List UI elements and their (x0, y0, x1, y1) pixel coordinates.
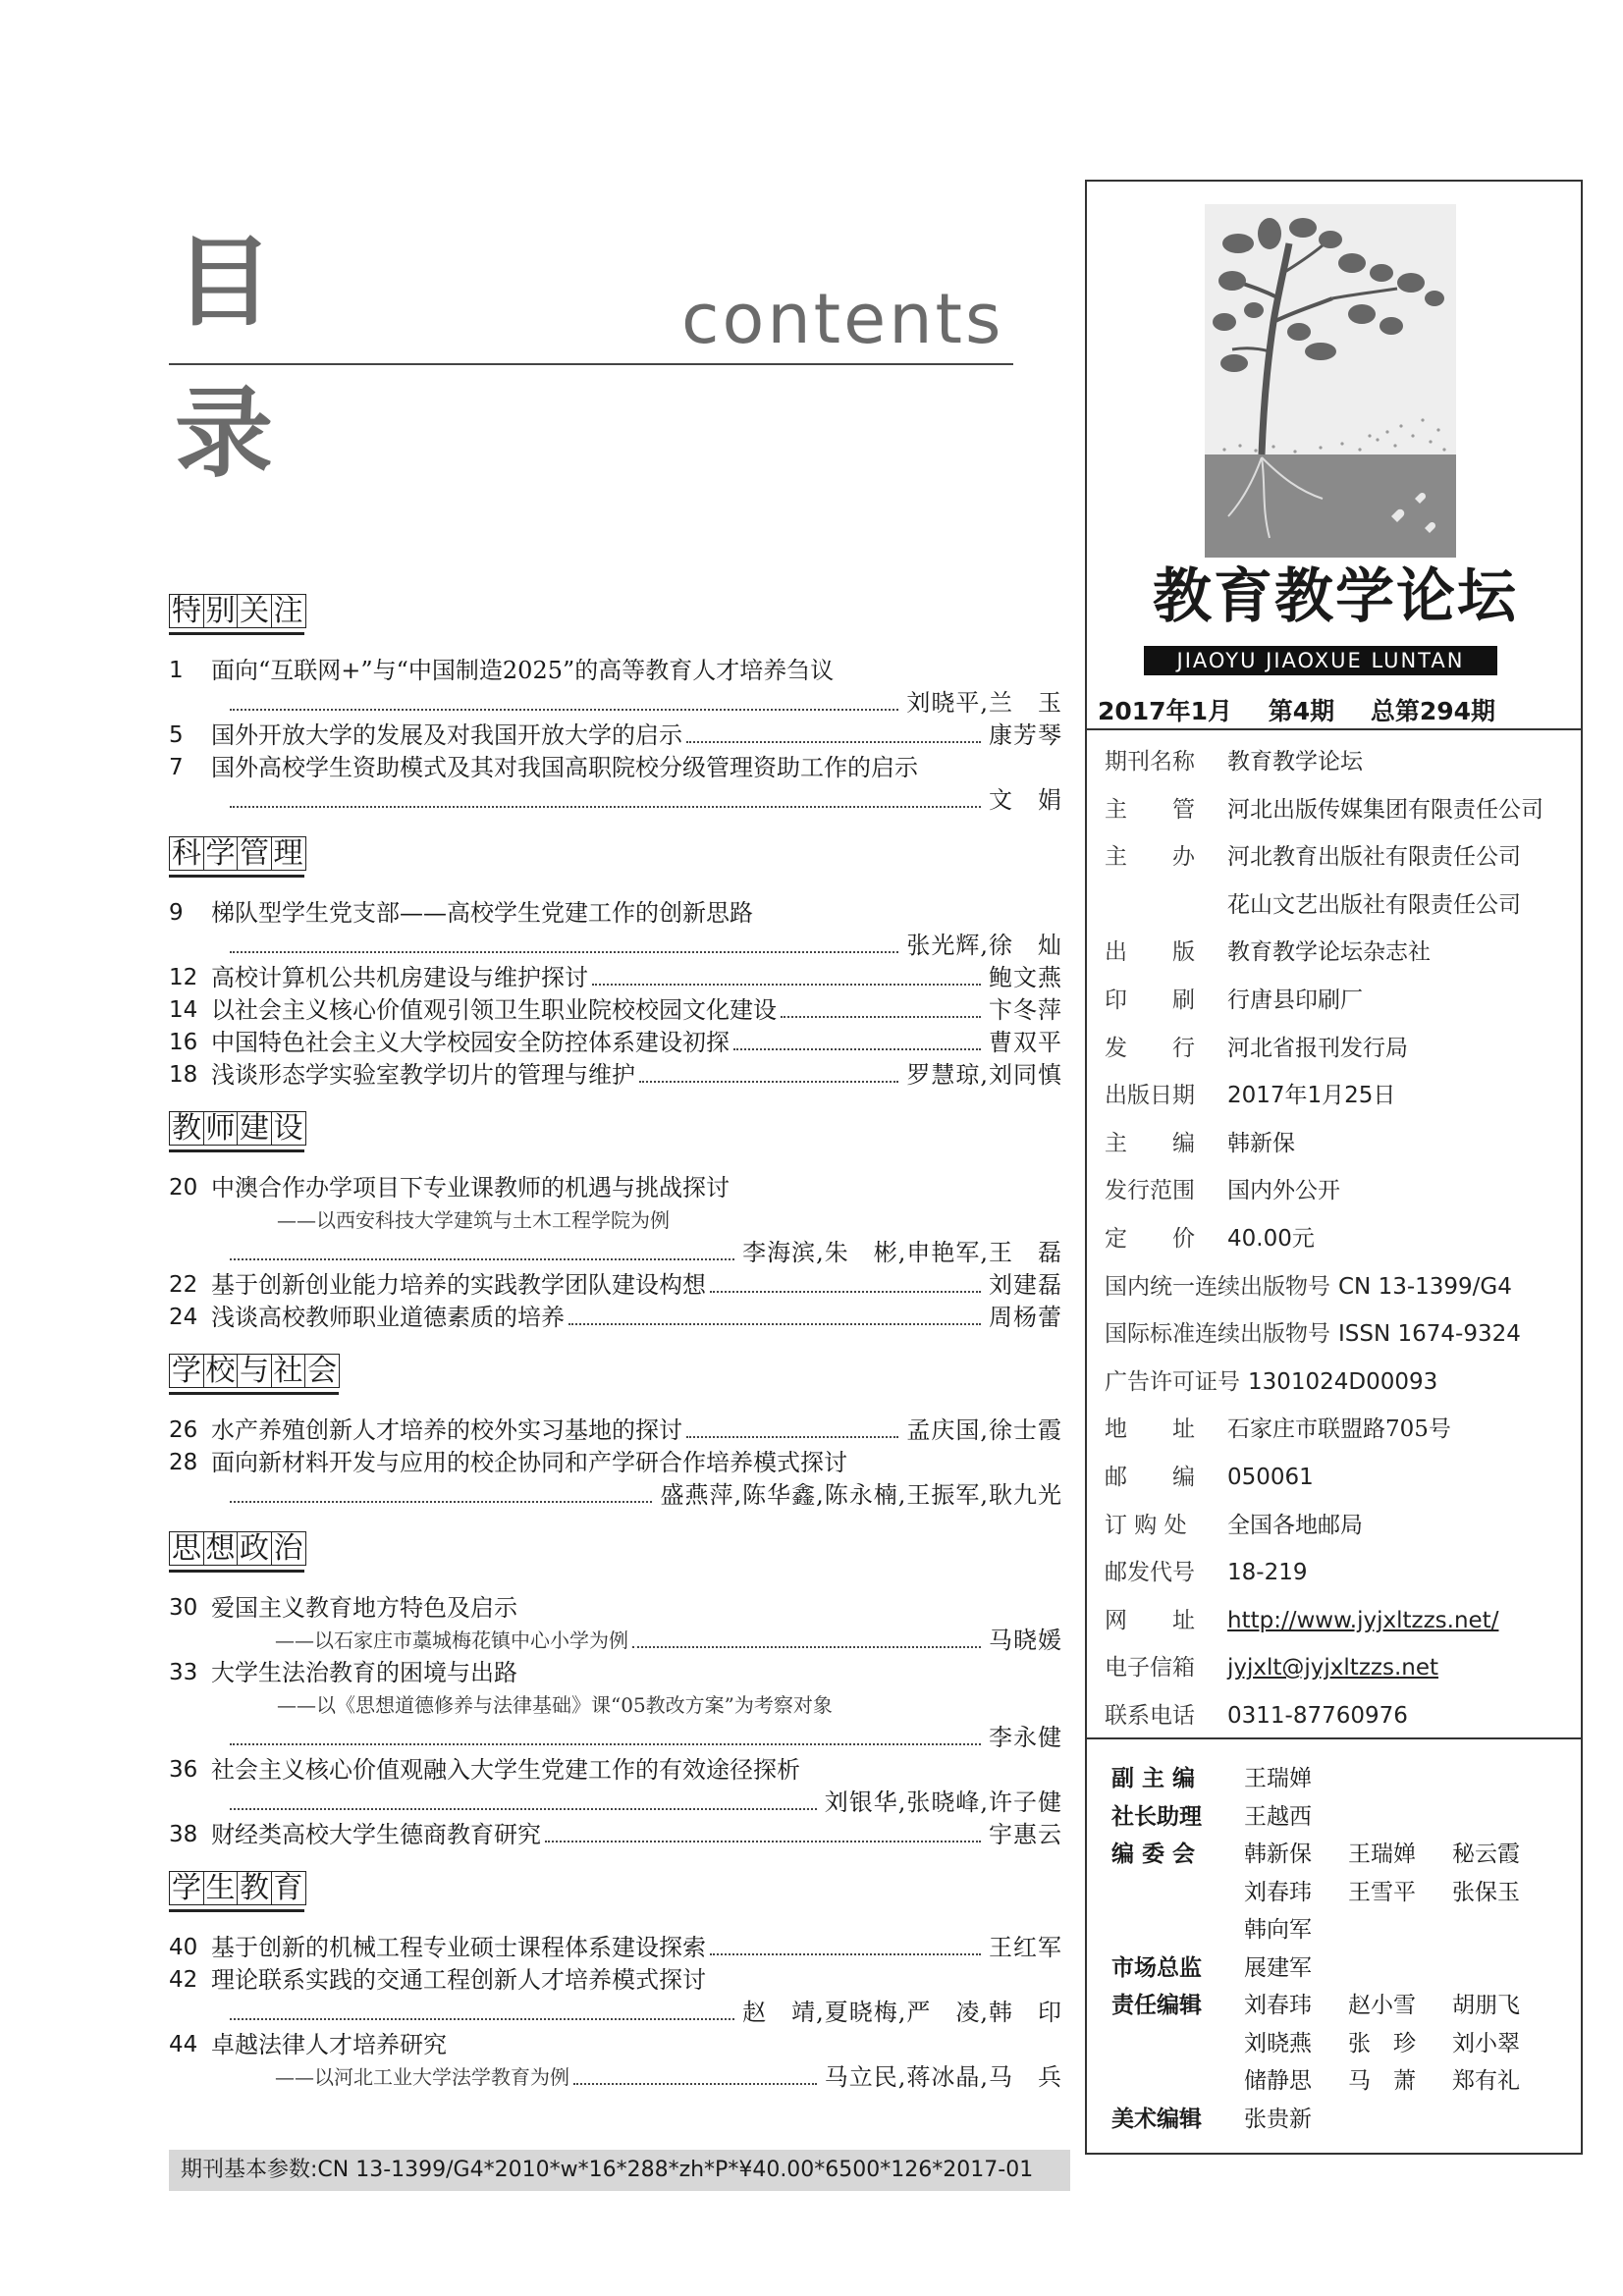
section-heading-char: 育 (271, 1871, 306, 1905)
article-title: 理论联系实践的交通工程创新人才培养模式探讨 (211, 1966, 706, 1994)
toc-entry[interactable] (169, 1964, 1062, 2029)
toc-entry-row (169, 1754, 1062, 1787)
info-value: 河北省报刊发行局 (1227, 1035, 1408, 1061)
article-title: 国外开放大学的发展及对我国开放大学的启示 (211, 721, 682, 749)
staff-name: 刘春玮 (1244, 1879, 1312, 1905)
info-value: 花山文艺出版社有限责任公司 (1227, 891, 1521, 918)
info-value: 韩新保 (1227, 1130, 1295, 1156)
article-authors: 刘晓平,兰 玉 (906, 689, 1062, 717)
staff-name: 郑有礼 (1452, 2068, 1520, 2094)
section-heading-char: 想 (203, 1531, 239, 1566)
staff-name: 韩向军 (1244, 1917, 1312, 1943)
staff-row (1111, 1798, 1573, 1837)
info-row (1105, 1072, 1576, 1120)
toc-subtitle-row (169, 2061, 1062, 2094)
info-label: 邮 编 (1105, 1464, 1195, 1490)
article-title: 社会主义核心价值观融入大学生党建工作的有效途径探析 (211, 1756, 800, 1784)
staff-row (1111, 1911, 1573, 1949)
contents-heading: contents (681, 279, 1004, 359)
tree-illustration-svg (1205, 204, 1456, 558)
info-value: 2017年1月25日 (1227, 1083, 1396, 1109)
toc-entry-row (169, 655, 1062, 687)
article-authors: 李永健 (989, 1724, 1062, 1751)
section-heading-char: 与 (237, 1354, 272, 1388)
info-value: 教育教学论坛 (1227, 749, 1363, 774)
journal-name: 教育教学论坛 (1153, 562, 1518, 631)
page-number: 14 (169, 997, 198, 1023)
staff-row (1111, 1760, 1573, 1798)
staff-name: 展建军 (1244, 1954, 1312, 1981)
section-heading-char: 学 (169, 1354, 204, 1388)
dot-leader (632, 1646, 981, 1648)
info-row (1105, 1644, 1576, 1692)
info-row (1105, 1025, 1576, 1073)
toc-entry[interactable] (169, 1027, 1062, 1059)
toc-authors-row (169, 1237, 1062, 1269)
article-authors: 李海滨,朱 彬,申艳军,王 磊 (742, 1239, 1062, 1266)
article-authors: 卞冬萍 (989, 996, 1062, 1024)
toc-authors-row (169, 930, 1062, 962)
dot-leader (573, 2083, 817, 2085)
article-title: 基于创新创业能力培养的实践教学团队建设构想 (211, 1271, 706, 1299)
info-row (1105, 1167, 1576, 1215)
staff-names (1244, 1949, 1348, 1988)
info-label: 期刊名称 (1105, 749, 1195, 774)
toc-entry[interactable] (169, 1059, 1062, 1092)
info-row (1105, 786, 1576, 834)
article-title: 浅谈高校教师职业道德素质的培养 (211, 1304, 565, 1331)
staff-role: 编 委 会 (1111, 1842, 1196, 1867)
staff-row (1111, 1836, 1573, 1874)
info-value: 行唐县印刷厂 (1227, 987, 1363, 1013)
info-label: 地 址 (1105, 1416, 1195, 1443)
section-heading-char: 教 (169, 1111, 204, 1146)
article-title: 卓越法律人才培养研究 (211, 2031, 447, 2058)
toc-entry[interactable] (169, 1932, 1062, 1964)
info-row (1105, 1215, 1576, 1263)
info-link[interactable]: http://www.jyjxltzzs.net/ (1227, 1607, 1499, 1633)
toc-entry-row (169, 897, 1062, 930)
article-title: 面向“互联网+”与“中国制造2025”的高等教育人才培养刍议 (211, 657, 835, 684)
article-authors: 王红军 (989, 1934, 1062, 1961)
info-label: 国内统一连续出版物号 (1105, 1273, 1330, 1300)
article-authors: 马晓媛 (989, 1627, 1062, 1654)
section-heading-char: 社 (271, 1354, 306, 1388)
page-number: 33 (169, 1660, 198, 1685)
page-number: 24 (169, 1305, 198, 1330)
section-heading-char: 别 (203, 594, 239, 628)
article-authors: 赵 靖,夏晓梅,严 凌,韩 印 (742, 1999, 1062, 2026)
section-heading-char: 管 (237, 836, 272, 871)
issue-line (1098, 692, 1495, 727)
info-row (1105, 1549, 1576, 1597)
staff-name: 刘春玮 (1244, 1993, 1312, 2018)
dot-leader (230, 2018, 734, 2020)
section-heading-char: 教 (237, 1871, 272, 1905)
section-heading-char: 师 (203, 1111, 239, 1146)
toc-authors-row (169, 1997, 1062, 2029)
dot-leader (230, 1258, 734, 1260)
article-subtitle: ——以河北工业大学法学教育为例 (275, 2065, 569, 2089)
info-label: 联系电话 (1105, 1702, 1195, 1729)
toc-entry[interactable] (169, 720, 1062, 752)
page-number: 36 (169, 1757, 198, 1783)
article-title: 国外高校学生资助模式及其对我国高职院校分级管理资助工作的启示 (211, 754, 918, 781)
toc-entry[interactable] (169, 1302, 1062, 1334)
section-heading-char: 理 (271, 836, 306, 871)
journal-parameters-bar: 期刊基本参数:CN 13-1399/G4*2010*w*16*288*zh*P*¥40.00*6500*126*2017-01 (169, 2150, 1070, 2191)
staff-role (1111, 1911, 1244, 1949)
info-label: 定 价 (1105, 1225, 1195, 1252)
info-label: 国际标准连续出版物号 (1105, 1321, 1330, 1348)
article-subtitle: ——以石家庄市藁城梅花镇中心小学为例 (275, 1629, 628, 1652)
dot-leader (592, 984, 981, 986)
section-heading (169, 1531, 304, 1573)
toc-entry[interactable] (169, 994, 1062, 1027)
staff-role: 社长助理 (1111, 1803, 1202, 1830)
info-value: 全国各地邮局 (1227, 1512, 1363, 1538)
info-value: 教育教学论坛杂志社 (1227, 939, 1431, 966)
section-heading-char: 政 (237, 1531, 272, 1566)
dot-leader (710, 1291, 981, 1293)
info-link[interactable]: jyjxlt@jyjxltzzs.net (1227, 1655, 1439, 1682)
staff-row (1111, 1987, 1573, 2025)
issue-date: 2017年1月 (1098, 697, 1232, 725)
page-number: 16 (169, 1030, 198, 1055)
staff-name: 韩新保 (1244, 1842, 1312, 1867)
article-authors: 张光辉,徐 灿 (906, 932, 1062, 959)
article-authors: 宇惠云 (989, 1821, 1062, 1848)
staff-names (1244, 1798, 1348, 1837)
info-label: 主 编 (1105, 1130, 1195, 1156)
section-heading (169, 1871, 304, 1912)
staff-name: 王雪平 (1348, 1879, 1416, 1905)
article-authors: 文 娟 (989, 786, 1062, 814)
toc-subtitle-row (169, 1204, 1062, 1237)
info-row (1105, 1597, 1576, 1645)
staff-name: 张 珍 (1348, 2030, 1416, 2056)
section-heading-char: 特 (169, 594, 204, 628)
info-value: 0311-87760976 (1227, 1702, 1408, 1729)
toc-authors-row (169, 1787, 1062, 1819)
info-row (1105, 929, 1576, 977)
heading-mu: 目 (175, 225, 273, 340)
article-authors: 鲍文燕 (989, 964, 1062, 991)
toc-authors-row (169, 1722, 1062, 1754)
section-heading-char: 科 (169, 836, 204, 871)
info-row (1105, 1310, 1576, 1359)
dot-leader (710, 1953, 981, 1955)
page-number: 22 (169, 1272, 198, 1298)
toc-entry-row (169, 962, 1062, 994)
dot-leader (230, 951, 898, 953)
editorial-staff-list (1111, 1760, 1573, 2138)
article-authors: 罗慧琼,刘同慎 (906, 1061, 1062, 1089)
toc-entry-row (169, 1269, 1062, 1302)
info-value: 河北出版传媒集团有限责任公司 (1227, 796, 1543, 823)
section-heading (169, 1111, 304, 1152)
toc-authors-row (169, 1479, 1062, 1512)
toc-entry-row (169, 1302, 1062, 1334)
article-subtitle: ——以《思想道德修养与法律基础》课“05教改方案”为考察对象 (277, 1693, 833, 1717)
staff-row (1111, 2062, 1573, 2101)
staff-name: 储静思 (1244, 2068, 1312, 2094)
issue-total-number: 总第294期 (1370, 697, 1496, 725)
staff-name: 刘晓燕 (1244, 2030, 1312, 2056)
staff-name: 赵小雪 (1348, 1993, 1416, 2018)
section-heading (169, 836, 304, 878)
staff-name: 马 萧 (1348, 2068, 1416, 2094)
dot-leader (781, 1016, 981, 1018)
section-heading-char: 会 (304, 1354, 340, 1388)
page-number: 1 (169, 658, 184, 683)
info-row (1105, 977, 1576, 1025)
toc-entry-row (169, 1172, 1062, 1204)
info-value: 石家庄市联盟路705号 (1227, 1416, 1451, 1443)
dot-leader (230, 1743, 981, 1745)
article-title: 水产养殖创新人才培养的校外实习基地的探讨 (211, 1416, 682, 1444)
article-title: 基于创新的机械工程专业硕士课程体系建设探索 (211, 1934, 706, 1961)
page-number: 20 (169, 1175, 198, 1201)
toc-entry-row (169, 752, 1062, 784)
staff-name: 张保玉 (1452, 1879, 1520, 1905)
staff-role: 副 主 编 (1111, 1766, 1196, 1791)
page-number: 12 (169, 965, 198, 990)
article-title: 浅谈形态学实验室教学切片的管理与维护 (211, 1061, 635, 1089)
info-label: 出版日期 (1105, 1083, 1195, 1109)
article-authors: 曹双平 (989, 1029, 1062, 1056)
issue-rule (1087, 728, 1581, 730)
toc-entry[interactable] (169, 1754, 1062, 1819)
toc-entry-row (169, 1819, 1062, 1851)
toc-entry[interactable] (169, 2029, 1062, 2094)
staff-names (1244, 2062, 1556, 2101)
dot-leader (230, 806, 981, 808)
section-heading-char: 设 (271, 1111, 306, 1146)
info-value: 40.00元 (1227, 1225, 1315, 1252)
article-title: 梯队型学生党支部——高校学生党建工作的创新思路 (211, 899, 753, 927)
dot-leader (568, 1323, 981, 1325)
info-row (1105, 1120, 1576, 1168)
staff-role: 市场总监 (1111, 1954, 1202, 1981)
dot-leader (230, 1808, 817, 1810)
section-heading-char: 关 (237, 594, 272, 628)
article-title: 中澳合作办学项目下专业课教师的机遇与挑战探讨 (211, 1174, 730, 1201)
article-title: 大学生法治教育的困境与出路 (211, 1659, 517, 1686)
info-row (1105, 1692, 1576, 1740)
article-title: 以社会主义核心价值观引领卫生职业院校校园文化建设 (211, 996, 777, 1024)
info-label: 主 管 (1105, 796, 1195, 823)
staff-name: 刘小翠 (1452, 2030, 1520, 2056)
toc-entry-row (169, 720, 1062, 752)
toc-entry[interactable] (169, 655, 1062, 720)
toc-entry-row (169, 1964, 1062, 1997)
article-title: 财经类高校大学生德商教育研究 (211, 1821, 541, 1848)
section-heading (169, 1354, 339, 1395)
staff-row (1111, 2101, 1573, 2139)
info-value: 国内外公开 (1227, 1178, 1340, 1204)
staff-role (1111, 1874, 1244, 1912)
staff-name: 胡朋飞 (1452, 1993, 1520, 2018)
toc-entry[interactable] (169, 1657, 1062, 1754)
info-label: 订 购 处 (1105, 1512, 1187, 1538)
toc-entry[interactable] (169, 1269, 1062, 1302)
staff-role: 美术编辑 (1111, 2106, 1202, 2132)
staff-row (1111, 2025, 1573, 2063)
toc-entry[interactable] (169, 897, 1062, 962)
staff-name: 秘云霞 (1452, 1842, 1520, 1867)
dot-leader (686, 741, 981, 743)
page-number: 26 (169, 1417, 198, 1443)
info-row (1105, 833, 1576, 881)
staff-names (1244, 2101, 1348, 2139)
table-of-contents (169, 574, 1062, 2094)
info-label: 出 版 (1105, 939, 1195, 966)
section-heading-char: 注 (271, 594, 306, 628)
info-row (1105, 1263, 1576, 1311)
toc-entry-row (169, 994, 1062, 1027)
toc-entry[interactable] (169, 1172, 1062, 1269)
journal-pinyin: JIAOYU JIAOXUE LUNTAN (1144, 646, 1497, 675)
info-value: 050061 (1227, 1464, 1314, 1490)
toc-entry[interactable] (169, 752, 1062, 817)
dot-leader (230, 709, 898, 711)
info-label: 广告许可证号 (1105, 1368, 1240, 1395)
info-row (1105, 1359, 1576, 1407)
article-title: 中国特色社会主义大学校园安全防控体系建设初探 (211, 1029, 730, 1056)
page-number: 30 (169, 1595, 198, 1621)
info-row (1105, 1406, 1576, 1454)
staff-name: 王瑞婵 (1348, 1842, 1416, 1867)
page-number: 28 (169, 1450, 198, 1475)
staff-names (1244, 1987, 1556, 2025)
staff-names (1244, 2025, 1556, 2063)
staff-names (1244, 1911, 1348, 1949)
toc-entry-row (169, 1027, 1062, 1059)
dot-leader (230, 1501, 652, 1503)
toc-authors-row (169, 687, 1062, 720)
page-number: 9 (169, 900, 184, 926)
info-value: 河北教育出版社有限责任公司 (1227, 844, 1521, 871)
article-authors: 康芳琴 (989, 721, 1062, 749)
info-label: 发行范围 (1105, 1178, 1195, 1204)
article-authors: 马立民,蒋冰晶,马 兵 (824, 2063, 1062, 2091)
article-authors: 周杨蕾 (989, 1304, 1062, 1331)
toc-entry-row (169, 1592, 1062, 1625)
issue-number: 第4期 (1268, 697, 1335, 725)
staff-name: 张贵新 (1244, 2106, 1312, 2132)
toc-entry-row (169, 2029, 1062, 2061)
page-number: 5 (169, 722, 184, 748)
page-number: 40 (169, 1935, 198, 1960)
staff-names (1244, 1760, 1348, 1798)
dot-leader (639, 1081, 898, 1083)
staff-role (1111, 2062, 1244, 2101)
section-heading-char: 思 (169, 1531, 204, 1566)
info-row (1105, 1454, 1576, 1502)
info-row (1105, 881, 1576, 930)
staff-rule (1087, 1737, 1581, 1739)
info-label: 电子信箱 (1105, 1655, 1195, 1682)
staff-names (1244, 1874, 1556, 1912)
section-heading-char: 建 (237, 1111, 272, 1146)
info-value: 18-219 (1227, 1560, 1308, 1586)
dot-leader (545, 1841, 981, 1842)
info-row (1105, 1502, 1576, 1550)
toc-entry-row (169, 1932, 1062, 1964)
info-label: 网 址 (1105, 1607, 1195, 1633)
toc-entry-row (169, 1447, 1062, 1479)
toc-entry[interactable] (169, 1592, 1062, 1657)
article-authors: 孟庆国,徐士霞 (906, 1416, 1062, 1444)
section-heading-char: 校 (203, 1354, 239, 1388)
toc-entry[interactable] (169, 1819, 1062, 1851)
publication-info-list (1105, 738, 1576, 1739)
staff-name: 王越西 (1244, 1803, 1312, 1830)
page-number: 42 (169, 1967, 198, 1993)
tree-illustration (1205, 204, 1456, 558)
info-value: 1301024D00093 (1248, 1368, 1438, 1395)
staff-names (1244, 1836, 1556, 1874)
toc-authors-row (169, 784, 1062, 817)
toc-subtitle-row (169, 1625, 1062, 1657)
staff-role: 责任编辑 (1111, 1993, 1202, 2018)
toc-entry[interactable] (169, 1415, 1062, 1447)
toc-entry-row (169, 1059, 1062, 1092)
page-number: 18 (169, 1062, 198, 1088)
page-number: 38 (169, 1822, 198, 1847)
info-value: CN 13-1399/G4 (1338, 1273, 1512, 1300)
staff-name: 王瑞婵 (1244, 1766, 1312, 1791)
toc-entry-row (169, 1657, 1062, 1689)
info-row (1105, 738, 1576, 786)
staff-row (1111, 1874, 1573, 1912)
toc-entry[interactable] (169, 962, 1062, 994)
heading-lu: 录 (175, 376, 273, 491)
article-title: 爱国主义教育地方特色及启示 (211, 1594, 517, 1622)
section-heading-char: 学 (203, 836, 239, 871)
info-label: 主 办 (1105, 844, 1195, 871)
article-title: 面向新材料开发与应用的校企协同和产学研合作培养模式探讨 (211, 1449, 847, 1476)
dot-leader (733, 1048, 981, 1050)
toc-subtitle-row (169, 1689, 1062, 1722)
article-subtitle: ——以西安科技大学建筑与土木工程学院为例 (277, 1208, 670, 1232)
section-heading-char: 生 (203, 1871, 239, 1905)
article-title: 高校计算机公共机房建设与维护探讨 (211, 964, 588, 991)
staff-role (1111, 2025, 1244, 2063)
staff-row (1111, 1949, 1573, 1988)
info-label: 邮发代号 (1105, 1560, 1195, 1586)
section-heading-char: 治 (271, 1531, 306, 1566)
page-number: 7 (169, 755, 184, 780)
article-authors: 刘银华,张晓峰,许子健 (824, 1789, 1062, 1816)
section-heading (169, 594, 304, 635)
info-label: 印 刷 (1105, 987, 1195, 1013)
header-rule (169, 363, 1013, 365)
article-authors: 盛燕萍,陈华鑫,陈永楠,王振军,耿九光 (660, 1481, 1062, 1509)
info-label: 发 行 (1105, 1035, 1195, 1061)
page-number: 44 (169, 2032, 198, 2057)
section-heading-char: 学 (169, 1871, 204, 1905)
toc-entry-row (169, 1415, 1062, 1447)
article-authors: 刘建磊 (989, 1271, 1062, 1299)
toc-entry[interactable] (169, 1447, 1062, 1512)
info-value: ISSN 1674-9324 (1338, 1321, 1521, 1348)
dot-leader (686, 1436, 898, 1438)
